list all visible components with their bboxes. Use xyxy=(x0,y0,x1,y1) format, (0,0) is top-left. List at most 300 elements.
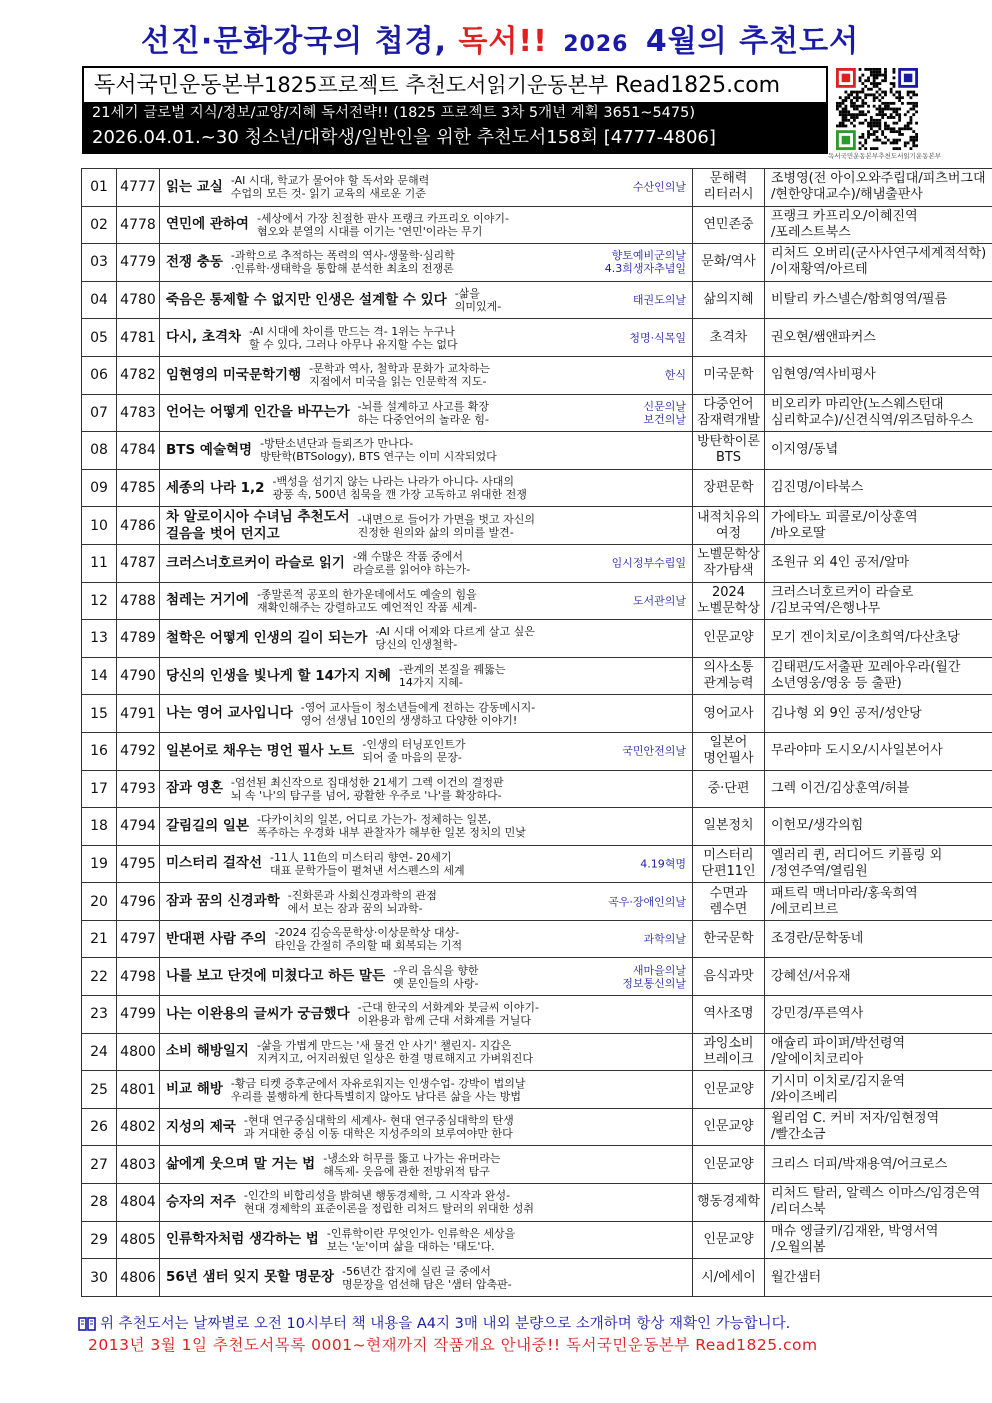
title-part2: 독서!! xyxy=(458,24,548,59)
book-author-publisher xyxy=(765,206,992,244)
book-cell[interactable] xyxy=(160,1071,693,1109)
category-line: 인문교양 xyxy=(703,1156,754,1172)
category-line: 인문교양 xyxy=(703,1119,754,1135)
book-title[interactable]: 나는 영어 교사입니다 xyxy=(166,705,293,722)
book-description xyxy=(358,1001,539,1027)
book-code: 4796 xyxy=(117,883,160,921)
book-author-publisher xyxy=(765,432,992,470)
book-cell[interactable] xyxy=(160,1221,693,1259)
book-code: 4792 xyxy=(117,732,160,770)
publisher-line: 무라야마 도시오/시사일본어사 xyxy=(771,743,943,759)
book-category xyxy=(693,1033,765,1071)
book-code: 4794 xyxy=(117,808,160,846)
table-row[interactable] xyxy=(82,582,992,620)
publisher-line: /빨간소금 xyxy=(771,1127,826,1143)
publisher-line: 임현영/역사비평사 xyxy=(771,367,876,383)
book-author-publisher xyxy=(765,1108,992,1146)
book-description xyxy=(393,964,478,990)
row-number: 17 xyxy=(82,770,117,808)
badge-line: 청명·식목일 xyxy=(629,331,686,345)
book-description xyxy=(231,776,504,802)
description-line: -다카이치의 일본, 어디로 가는가- 정체하는 일본, xyxy=(256,813,492,827)
book-cell[interactable] xyxy=(160,920,693,958)
row-number: 04 xyxy=(82,281,117,319)
category-line: 작가탐색 xyxy=(703,563,754,579)
category-line: 잠재력개발 xyxy=(697,412,760,428)
banner-line1 xyxy=(84,68,826,102)
table-row[interactable] xyxy=(82,319,992,357)
book-title[interactable]: 읽는 교실 xyxy=(166,178,223,195)
table-row[interactable] xyxy=(82,1259,992,1297)
description-line: -56년간 잡지에 실린 글 중에서 xyxy=(342,1264,491,1278)
book-title[interactable]: 소비 해방일지 xyxy=(166,1043,249,1060)
book-title[interactable]: 연민에 관하여 xyxy=(166,216,249,233)
badge-line: 한식 xyxy=(664,368,686,382)
category-line: 여정 xyxy=(715,525,742,541)
book-description xyxy=(275,926,463,952)
row-number: 13 xyxy=(82,620,117,658)
description-line: 14가지 지혜- xyxy=(398,676,463,690)
book-title[interactable]: 승자의 저주 xyxy=(166,1193,236,1210)
book-title[interactable]: 갈림길의 일본 xyxy=(166,817,249,834)
book-category xyxy=(693,544,765,582)
book-title[interactable]: 비교 해방 xyxy=(166,1081,223,1098)
book-category xyxy=(693,319,765,357)
row-number: 21 xyxy=(82,920,117,958)
description-line: ·인류학·생태학을 통합해 분석한 최초의 전쟁론 xyxy=(230,262,454,276)
book-author-publisher xyxy=(765,1071,992,1109)
book-code: 4801 xyxy=(117,1071,160,1109)
table-row[interactable] xyxy=(82,1184,992,1222)
commemoration-badge xyxy=(665,369,686,382)
book-table xyxy=(81,168,992,1297)
book-cell[interactable] xyxy=(160,507,693,545)
category-line: 2024 xyxy=(711,584,746,600)
category-line: 노벨문학상 xyxy=(697,600,760,616)
commemoration-badge xyxy=(605,249,686,275)
row-number: 25 xyxy=(82,1071,117,1109)
category-line: 삶의지혜 xyxy=(703,292,754,308)
book-category xyxy=(693,1071,765,1109)
book-code: 4795 xyxy=(117,845,160,883)
book-category xyxy=(693,657,765,695)
description-line: -2024 김승옥문학상·이상문학상 대상- xyxy=(274,926,460,940)
page-title xyxy=(60,16,940,60)
book-cell[interactable] xyxy=(160,845,693,883)
description-line: 방탄학(BTSology), BTS 연구는 이미 시작되었다 xyxy=(260,450,497,464)
book-code: 4803 xyxy=(117,1146,160,1184)
description-line: -백성을 섬기지 않는 나라는 나라가 아니다- 사대의 xyxy=(272,475,514,489)
book-author-publisher xyxy=(765,883,992,921)
table-row[interactable] xyxy=(82,1108,992,1146)
book-title[interactable]: 나는 이완용의 글씨가 궁금했다 xyxy=(166,1005,350,1022)
table-row[interactable] xyxy=(82,1221,992,1259)
book-cell[interactable] xyxy=(160,1259,693,1297)
book-title[interactable]: 반대편 사람 주의 xyxy=(166,930,267,947)
book-author-publisher xyxy=(765,1184,992,1222)
book-code: 4799 xyxy=(117,996,160,1034)
table-row[interactable] xyxy=(82,845,992,883)
book-cell[interactable] xyxy=(160,732,693,770)
book-cell[interactable] xyxy=(160,883,693,921)
book-cell[interactable] xyxy=(160,206,693,244)
row-number: 29 xyxy=(82,1221,117,1259)
book-title[interactable]: 첨레는 거기에 xyxy=(166,592,249,609)
book-title[interactable]: 세종의 나라 1,2 xyxy=(166,479,265,496)
category-line: 일본어 xyxy=(709,735,748,751)
book-cell[interactable] xyxy=(160,432,693,470)
book-author-publisher xyxy=(765,845,992,883)
description-line: 광풍 속, 500년 침묵을 깬 가장 고독하고 위대한 전쟁 xyxy=(272,488,527,502)
row-number: 26 xyxy=(82,1108,117,1146)
publisher-line: /정연주역/열림원 xyxy=(771,863,868,879)
description-line: -AI 시대, 학교가 물어야 할 독서와 문해력 xyxy=(230,174,430,188)
site-link[interactable]: Read1825.com xyxy=(614,73,781,98)
book-cell[interactable] xyxy=(160,469,693,507)
commemoration-badge xyxy=(640,857,686,870)
table-row[interactable] xyxy=(82,996,992,1034)
description-line: -영어 교사들이 청소년들에게 전하는 감동메시지- xyxy=(300,700,536,714)
book-description xyxy=(257,588,477,614)
category-line: 관계능력 xyxy=(703,676,754,692)
category-line: 노벨문학상 xyxy=(697,547,760,563)
category-line: 방탄학이론 xyxy=(697,434,760,450)
book-author-publisher xyxy=(765,356,992,394)
table-row[interactable] xyxy=(82,206,992,244)
book-author-publisher xyxy=(765,582,992,620)
book-cell[interactable] xyxy=(160,620,693,658)
publisher-line: /알에이치코리아 xyxy=(771,1051,864,1067)
org-name: 독서국민운동본부 xyxy=(94,73,265,98)
commemoration-badge xyxy=(633,294,686,307)
book-title[interactable] xyxy=(166,509,350,543)
banner-line3: 2026.04.01.~30 청소년/대학생/일반인을 위한 추천도서158회 [4777-4806] xyxy=(84,124,826,152)
publisher-line: 김태편/도서출판 꼬레아우라(월간 xyxy=(771,660,961,676)
description-line: 과 거대한 중심 이동 대학은 지성주의의 보루여야만 한다 xyxy=(243,1127,513,1141)
book-title[interactable]: 언어는 어떻게 인간을 바꾸는가 xyxy=(166,404,350,421)
description-line: 할 수 있다, 그러나 아무나 유지할 수는 없다 xyxy=(249,337,458,351)
table-row[interactable] xyxy=(82,695,992,733)
category-line: 내적치유의 xyxy=(697,509,760,525)
book-cell[interactable] xyxy=(160,1184,693,1222)
publisher-line: /김보국역/은행나무 xyxy=(771,600,881,616)
book-title[interactable]: BTS 예술혁명 xyxy=(166,441,253,458)
publisher-line: 조병영(전 아이오와주립대/피츠버그대 xyxy=(771,171,986,187)
table-row[interactable] xyxy=(82,1146,992,1184)
book-cell[interactable] xyxy=(160,770,693,808)
book-cell[interactable] xyxy=(160,996,693,1034)
table-row[interactable] xyxy=(82,507,992,545)
publisher-line: 애슐리 파이퍼/박선령역 xyxy=(771,1035,906,1051)
book-category xyxy=(693,1108,765,1146)
header-banner xyxy=(82,66,828,154)
table-row[interactable] xyxy=(82,1071,992,1109)
book-description xyxy=(288,889,437,915)
book-author-publisher xyxy=(765,958,992,996)
book-code: 4783 xyxy=(117,394,160,432)
category-line: 수면과 xyxy=(709,885,748,901)
book-description xyxy=(257,1039,533,1065)
description-line: 지점에서 미국을 읽는 인문학적 지도- xyxy=(309,375,487,389)
publisher-line: 소년영웅/영웅 등 출판) xyxy=(771,676,902,692)
book-title[interactable]: 잠과 꿈의 신경과학 xyxy=(166,893,280,910)
table-row[interactable] xyxy=(82,770,992,808)
description-line: -AI 시대에 차이를 만드는 격- 1위는 누구나 xyxy=(249,324,455,338)
book-description xyxy=(231,1077,526,1103)
book-title[interactable]: 인류학자처럼 생각하는 법 xyxy=(166,1231,319,1248)
row-number: 05 xyxy=(82,319,117,357)
book-category xyxy=(693,394,765,432)
book-category xyxy=(693,432,765,470)
publisher-line: 이지영/동녘 xyxy=(771,442,839,458)
book-cell[interactable] xyxy=(160,544,693,582)
publisher-line: 조원규 외 4인 공저/알마 xyxy=(771,555,910,571)
book-code: 4800 xyxy=(117,1033,160,1071)
book-code: 4791 xyxy=(117,695,160,733)
publisher-line: 김진명/이타북스 xyxy=(771,480,864,496)
row-number: 28 xyxy=(82,1184,117,1222)
book-code: 4798 xyxy=(117,958,160,996)
table-row[interactable] xyxy=(82,356,992,394)
book-cell[interactable] xyxy=(160,319,693,357)
book-title[interactable]: 미스터리 걸작선 xyxy=(166,855,262,872)
publisher-line: 윌리엄 C. 커비 저자/임현정역 xyxy=(771,1111,940,1127)
qr-code-icon[interactable] xyxy=(836,68,918,150)
category-line: 렘수면 xyxy=(709,901,748,917)
description-line: 폭주하는 우경화 내부 관찰자가 해부한 일본 정치의 민낯 xyxy=(256,826,526,840)
book-category xyxy=(693,808,765,846)
book-category xyxy=(693,582,765,620)
description-line: -현대 연구중심대학의 세계사- 현대 연구중심대학의 탄생 xyxy=(243,1114,514,1128)
book-title[interactable]: 철학은 어떻게 인생의 길이 되는가 xyxy=(166,629,368,646)
book-cell[interactable] xyxy=(160,808,693,846)
book-category xyxy=(693,920,765,958)
book-description xyxy=(342,1265,512,1291)
row-number: 22 xyxy=(82,958,117,996)
book-category xyxy=(693,770,765,808)
book-category xyxy=(693,169,765,207)
book-title[interactable]: 지성의 제국 xyxy=(166,1118,236,1135)
table-row[interactable] xyxy=(82,169,992,207)
badge-line: 새마을의날 xyxy=(632,963,686,977)
publisher-line: /와이즈베리 xyxy=(771,1089,839,1105)
book-author-publisher xyxy=(765,996,992,1034)
category-line: 명언필사 xyxy=(703,751,754,767)
book-author-publisher xyxy=(765,469,992,507)
description-line: 보는 '눈'이며 삶을 대하는 '태도'다. xyxy=(326,1239,495,1253)
book-cell[interactable] xyxy=(160,281,693,319)
category-line: 다중언어 xyxy=(703,396,754,412)
book-cell[interactable] xyxy=(160,169,693,207)
publisher-line: 매슈 엥글키/김재완, 박영서역 xyxy=(771,1223,939,1239)
commemoration-badge xyxy=(643,400,686,426)
category-line: 행동경제학 xyxy=(697,1194,760,1210)
badge-line: 곡우·장애인의날 xyxy=(608,895,686,909)
book-category xyxy=(693,958,765,996)
book-title[interactable]: 56년 샘터 잊지 못할 명문장 xyxy=(166,1269,334,1286)
book-code: 4790 xyxy=(117,657,160,695)
table-row[interactable] xyxy=(82,920,992,958)
title-year: 2026 xyxy=(563,32,629,57)
book-description xyxy=(257,813,526,839)
publisher-line: 권오현/쌤앤파커스 xyxy=(771,329,876,345)
description-line: -진화론과 사회신경과학의 관점 xyxy=(287,888,437,902)
row-number: 01 xyxy=(82,169,117,207)
table-row[interactable] xyxy=(82,394,992,432)
book-description xyxy=(399,663,506,689)
commemoration-badge xyxy=(622,745,686,758)
table-row[interactable] xyxy=(82,244,992,282)
book-cell[interactable] xyxy=(160,1146,693,1184)
description-line: 대표 문학가들이 펼쳐낸 서스펜스의 세계 xyxy=(270,863,465,877)
book-cell[interactable] xyxy=(160,394,693,432)
row-number: 30 xyxy=(82,1259,117,1297)
row-number: 03 xyxy=(82,244,117,282)
book-cell[interactable] xyxy=(160,1033,693,1071)
publisher-line: 월간샘터 xyxy=(771,1269,822,1285)
description-line: 에서 보는 잠과 꿈의 뇌과학- xyxy=(287,901,423,915)
description-line: -뇌를 설계하고 사고를 확장 xyxy=(357,399,489,413)
book-author-publisher xyxy=(765,770,992,808)
book-title[interactable]: 전쟁 충동 xyxy=(166,253,223,270)
book-code: 4787 xyxy=(117,544,160,582)
table-row[interactable] xyxy=(82,958,992,996)
book-category xyxy=(693,732,765,770)
description-line: 이완용과 함께 근대 서화계를 거닐다 xyxy=(357,1014,532,1028)
book-category xyxy=(693,1184,765,1222)
description-line: -세상에서 가장 친절한 판사 프랭크 카프리오 이야기- xyxy=(256,211,510,225)
book-description xyxy=(260,437,497,463)
book-title[interactable]: 크러스너호르커이 라슬로 읽기 xyxy=(166,554,345,571)
table-row[interactable] xyxy=(82,1033,992,1071)
table-row[interactable] xyxy=(82,469,992,507)
category-line: 리터러시 xyxy=(703,187,754,203)
book-category xyxy=(693,356,765,394)
book-title[interactable]: 죽음은 통제할 수 없지만 인생은 설계할 수 있다 xyxy=(166,291,447,308)
commemoration-badge xyxy=(622,964,686,990)
book-cell[interactable] xyxy=(160,356,693,394)
description-line: -인생의 터닝포인트가 xyxy=(362,738,466,752)
publisher-line: 강혜선/서유재 xyxy=(771,968,851,984)
commemoration-badge xyxy=(612,557,686,570)
book-title[interactable]: 당신의 인생을 빛나게 할 14가지 지혜 xyxy=(166,667,391,684)
book-category xyxy=(693,507,765,545)
publisher-line: 리처드 오버리(군사사연구세계적석학) xyxy=(771,246,987,262)
book-title[interactable]: 잠과 영혼 xyxy=(166,780,223,797)
description-line: -삶을 가볍게 만드는 '새 물건 안 사기' 챌린지- 지갑은 xyxy=(256,1038,512,1052)
footer-line2[interactable]: 2013년 3월 1일 추천도서목록 0001~현재까지 작품개요 안내중!! 독서국민운동본부 Read1825.com xyxy=(88,1336,818,1354)
book-title[interactable]: 나를 보고 단것에 미쳤다고 하든 말든 xyxy=(166,968,386,985)
publisher-line: 크러스너호르커이 라슬로 xyxy=(771,584,914,600)
row-number: 16 xyxy=(82,732,117,770)
category-line: 문해력 xyxy=(709,171,748,187)
book-cell[interactable] xyxy=(160,582,693,620)
table-row[interactable] xyxy=(82,732,992,770)
book-description xyxy=(455,287,501,313)
book-cell[interactable] xyxy=(160,657,693,695)
row-number: 08 xyxy=(82,432,117,470)
row-number: 06 xyxy=(82,356,117,394)
book-title[interactable]: 임현영의 미국문학기행 xyxy=(166,366,302,383)
publisher-line: /현한양대교수)/해냄출판사 xyxy=(771,187,923,203)
description-line: 우리를 불행하게 한다특별히지 않아도 남다른 삶을 사는 방법 xyxy=(230,1089,521,1103)
row-number: 19 xyxy=(82,845,117,883)
book-author-publisher xyxy=(765,1146,992,1184)
description-line: -냉소와 허무를 뚫고 나가는 유머라는 xyxy=(323,1151,501,1165)
table-row[interactable] xyxy=(82,432,992,470)
row-number: 18 xyxy=(82,808,117,846)
publisher-line: 강민경/푸른역사 xyxy=(771,1006,864,1022)
book-description xyxy=(273,475,527,501)
table-row[interactable] xyxy=(82,657,992,695)
description-line: 라슬로를 읽어야 하는가- xyxy=(352,563,471,577)
book-cell[interactable] xyxy=(160,1108,693,1146)
description-line: -엄선된 최신작으로 집대성한 21세기 그렉 이건의 결정판 xyxy=(230,775,504,789)
table-row[interactable] xyxy=(82,883,992,921)
publisher-line: 기시미 이치로/김지윤역 xyxy=(771,1073,906,1089)
book-cell[interactable] xyxy=(160,958,693,996)
table-row[interactable] xyxy=(82,620,992,658)
description-line: -11人 11色의 미스터리 향연- 20세기 xyxy=(270,850,452,864)
book-author-publisher xyxy=(765,695,992,733)
description-line: 현대 경제학의 표준이론을 정립한 리처드 탈러의 위대한 성취 xyxy=(243,1202,535,1216)
footer-line1: 위 추천도서는 날짜별로 오전 10시부터 책 내용을 A4지 3매 내외 분량으로 소개하며 항상 재확인 가능합니다. xyxy=(100,1316,791,1332)
description-line: 혐오와 분열의 시대를 이기는 '연민'이라는 무기 xyxy=(256,224,483,238)
description-line: -인간의 비합리성을 밝혀낸 행동경제학, 그 시작과 완성- xyxy=(243,1189,511,1203)
commemoration-badge xyxy=(633,181,686,194)
category-line: 시/에세이 xyxy=(701,1269,756,1285)
category-line: 미스터리 xyxy=(703,847,754,863)
book-author-publisher xyxy=(765,319,992,357)
category-line: 의사소통 xyxy=(703,660,754,676)
badge-line: 보건의날 xyxy=(643,412,686,426)
book-category xyxy=(693,883,765,921)
book-title[interactable]: 다시, 초격차 xyxy=(166,329,242,346)
publisher-line: 비탈리 카스넬슨/함희영역/필름 xyxy=(771,292,948,308)
publisher-line: 그렉 이건/김상훈역/허블 xyxy=(771,780,910,796)
book-author-publisher xyxy=(765,1033,992,1071)
commemoration-badge xyxy=(608,895,686,908)
table-row[interactable] xyxy=(82,544,992,582)
badge-line: 정보통신의날 xyxy=(622,976,686,990)
book-description xyxy=(309,362,490,388)
book-description xyxy=(249,325,458,351)
book-title[interactable]: 일본어로 채우는 명언 필사 노트 xyxy=(166,742,355,759)
table-row[interactable] xyxy=(82,808,992,846)
book-author-publisher xyxy=(765,620,992,658)
book-cell[interactable] xyxy=(160,695,693,733)
publisher-line: /포레스트북스 xyxy=(771,224,851,240)
book-description xyxy=(270,851,465,877)
category-line: 일본정치 xyxy=(703,818,754,834)
book-title[interactable]: 삶에게 웃으며 말 거는 법 xyxy=(166,1156,316,1173)
publisher-line: /이재황역/아르테 xyxy=(771,262,868,278)
book-code: 4786 xyxy=(117,507,160,545)
description-line: -방탄소년단과 들뢰즈가 만나다- xyxy=(260,437,414,451)
table-row[interactable] xyxy=(82,281,992,319)
book-description xyxy=(375,625,535,651)
description-line: 하는 다중언어의 놀라운 힘- xyxy=(357,412,489,426)
book-code: 4781 xyxy=(117,319,160,357)
book-author-publisher xyxy=(765,1221,992,1259)
book-category xyxy=(693,469,765,507)
book-category xyxy=(693,845,765,883)
book-code: 4789 xyxy=(117,620,160,658)
book-code: 4802 xyxy=(117,1108,160,1146)
book-cell[interactable] xyxy=(160,244,693,282)
category-line: 미국문학 xyxy=(703,367,754,383)
description-line: -내면으로 들어가 가면을 벗고 자신의 xyxy=(357,512,535,526)
